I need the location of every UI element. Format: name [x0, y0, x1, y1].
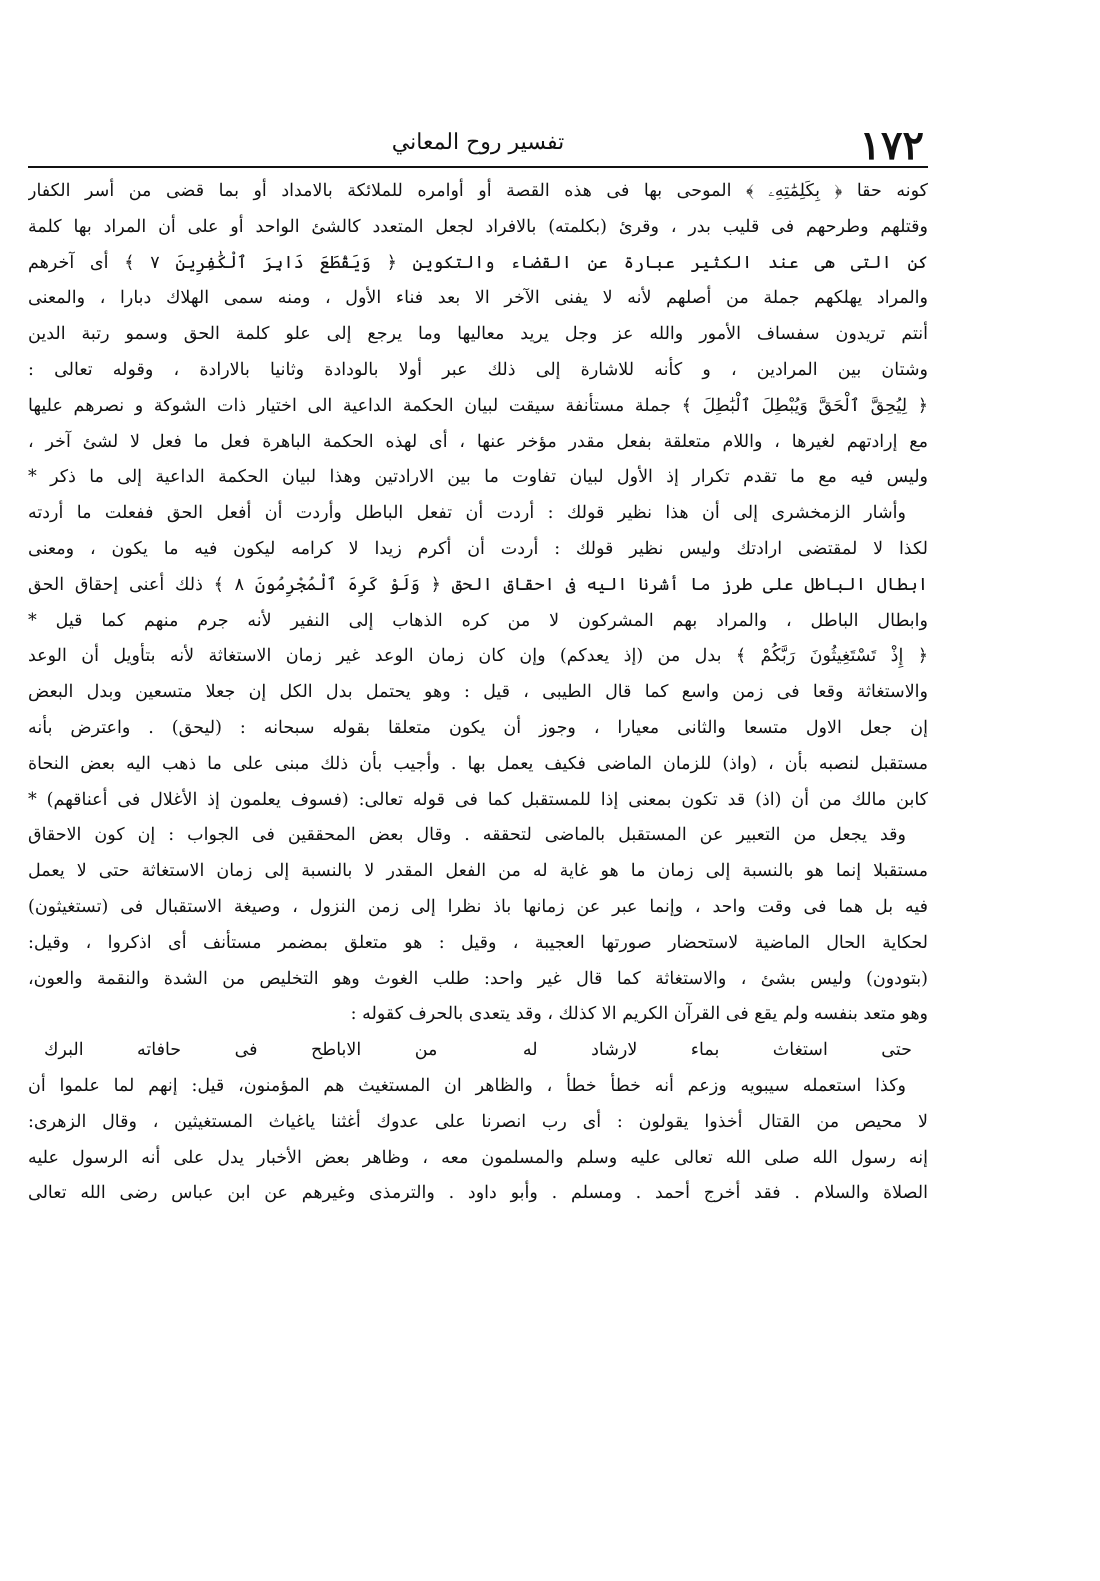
text-line: الصلاة والسلام . فقد أخرج أحمد . ومسلم . وأبو داود . والترمذى وغيرهم عن ابن عباس رضى الله تعالى [28, 1183, 928, 1204]
body-text [28, 174, 928, 1212]
poetry-verse [28, 1033, 928, 1069]
verse-second-hemistich: من الاباطح فى حافاته البرك [44, 1040, 438, 1061]
text-line: فيه بل هما فى وقت واحد ، وإنما عبر عن زمانها باذ نظرا إلى زمن النزول ، وصيغة الاستقبال فى (تستغيثون) [28, 896, 928, 917]
page-header [28, 118, 928, 169]
text-line: مستقبل لنصبه بأن ، (واذ) للزمان الماضى فكيف يعمل بها . وأجيب بأن ذلك مبنى على ما ذهب اليه بعض النحاة [28, 753, 928, 774]
text-line: وشتان بين المرادين ، و كأنه للاشارة إلى ذلك عبر أولا بالودادة وثانيا بالارادة ، وقوله تعالى : [28, 359, 928, 380]
text-line: كابن مالك من أن (اذ) قد تكون بمعنى إذا للمستقبل كما فى قوله تعالى: (فسوف يعلمون إذ الأغلال فى أعناقهم) * [28, 789, 928, 810]
text-line: والمراد يهلكهم جملة من أصلهم لأنه لا يفنى الآخر الا بعد فناء الأول ، ومنه سمى الهلاك دبارا ، والمعنى [28, 288, 928, 309]
text-line: وأشار الزمخشرى إلى أن هذا نظير قولك : أردت أن تفعل الباطل وأردت أن أفعل الحق ففعلت ما أردته [28, 503, 906, 524]
text-line: لكذا لا لمقتضى ارادتك وليس نظير قولك : أردت أن أكرم زيدا لا كرامه ليكون فيه ما يكون ، ومعنى [28, 538, 928, 559]
text-line: وقتلهم وطرحهم فى قليب بدر ، وقرئ (بكلمته) بالافراد لجعل المتعدد كالشئ الواحد أو على أن المراد بها كلمة [28, 216, 928, 237]
text-line: مستقبلا إنما هو بالنسبة إلى زمان ما هو غاية له من الفعل المقدر لا بالنسبة إلى زمان الاستغاثة حتى لا يعمل [28, 861, 928, 882]
text-line: مع إرادتهم لغيرها ، واللام متعلقة بفعل مقدر مؤخر عنها ، أى لهذه الحكمة الباهرة فعل ما فعل لا لشئ آخر ، [28, 431, 928, 452]
text-line: أنتم تريدون سفساف الأمور والله عز وجل يريد معاليها وما يرجع إلى علو كلمة الحق وسمو رتبة الدين [28, 324, 928, 345]
text-line: وليس فيه مع ما تقدم تكرار إذ الأول لبيان تفاوت ما بين الارادتين وهذا لبيان الحكمة الداعية إلى ما ذكر * [28, 467, 928, 488]
text-line: وكذا استعمله سيبويه وزعم أنه خطأ خطأ ، والظاهر ان المستغيث هم المؤمنون، قيل: إنهم لما علموا أن [28, 1075, 906, 1096]
text-line: وقد يجعل من التعبير عن المستقبل بالماضى لتحققه . وقال بعض المحققين فى الجواب : إن كون الاحقاق [28, 825, 906, 846]
verse-first-hemistich: حتى استغاث بماء لارشاد له [522, 1040, 912, 1061]
page-number: ١٧٢ [859, 122, 924, 169]
text-line: إنه رسول الله صلى الله تعالى عليه وسلم والمسلمون معه ، وظاهر بعض الأخبار يدل على أنه الرسول عليه [28, 1147, 928, 1168]
text-line: إن جعل الاول متسعا والثانى معيارا ، وجوز أن يكون متعلقا بقوله سبحانه : (ليحق) . واعترض بأنه [28, 717, 928, 738]
text-line: وابطال الباطل ، والمراد بهم المشركون لا من كره الذهاب إلى النفير لأنه جرم منهم كما قيل * [28, 610, 928, 631]
text-line: ﴿ لِيُحِقَّ ٱلْحَقَّ وَيُبْطِلَ ٱلْبَٰطِلَ ﴾ جملة مستأنفة سيقت لبيان الحكمة الداعية الى اختيار ذات الشوكة و نصرهم عليها [28, 395, 928, 416]
header-rule [28, 166, 928, 168]
text-line: لا محيص من القتال أخذوا يقولون : أى رب انصرنا على عدوك أغثنا ياغياث المستغيثين ، وقال الزهرى: [28, 1111, 928, 1132]
text-line: (بتودون) وليس بشئ ، والاستغاثة كما قال غير واحد: طلب الغوث وهو التخليص من الشدة والنقمة والعون، [28, 968, 928, 989]
page [28, 118, 928, 1212]
text-line: والاستغاثة وقعا فى زمن واسع كما قال الطيبى ، قيل : وهو يحتمل بدل الكل إن جعلا متسعين وبدل البعض [28, 682, 928, 703]
text-line: كونه حقا ﴿ بِكَلِمَٰتِهِۦ ﴾ الموحى بها فى هذه القصة أو أوامره للملائكة بالامداد أو بما قضى من أسر الكفار [28, 181, 928, 201]
text-line: ابطال الباطل على طرز ما أشرنا اليه فى احقاق الحق ﴿ وَلَوْ كَرِهَ ٱلْمُجْرِمُونَ ٨ ﴾ ذلك أعنى إحقاق الحق [28, 574, 928, 595]
running-title: تفسير روح المعاني [391, 130, 565, 155]
text-line: ﴿ إِذْ تَسْتَغِيثُونَ رَبَّكُمْ ﴾ بدل من (إذ يعدكم) وإن كان زمان الوعد غير زمان الاستغاثة لأنه بتأويل أن الوعد [28, 646, 928, 667]
text-line: كن التى هى عند الكثير عبارة عن القضاء والتكوين ﴿ وَيَقْطَعَ دَابِرَ ٱلْكَٰفِرِينَ ٧ ﴾ أى آخرهم [28, 252, 928, 273]
text-line: وهو متعد بنفسه ولم يقع فى القرآن الكريم الا كذلك ، وقد يتعدى بالحرف كقوله : [350, 1004, 928, 1025]
text-line: لحكاية الحال الماضية لاستحضار صورتها العجيبة ، وقيل : هو متعلق بمضمر مستأنف أى اذكروا ، وقيل: [28, 932, 928, 953]
